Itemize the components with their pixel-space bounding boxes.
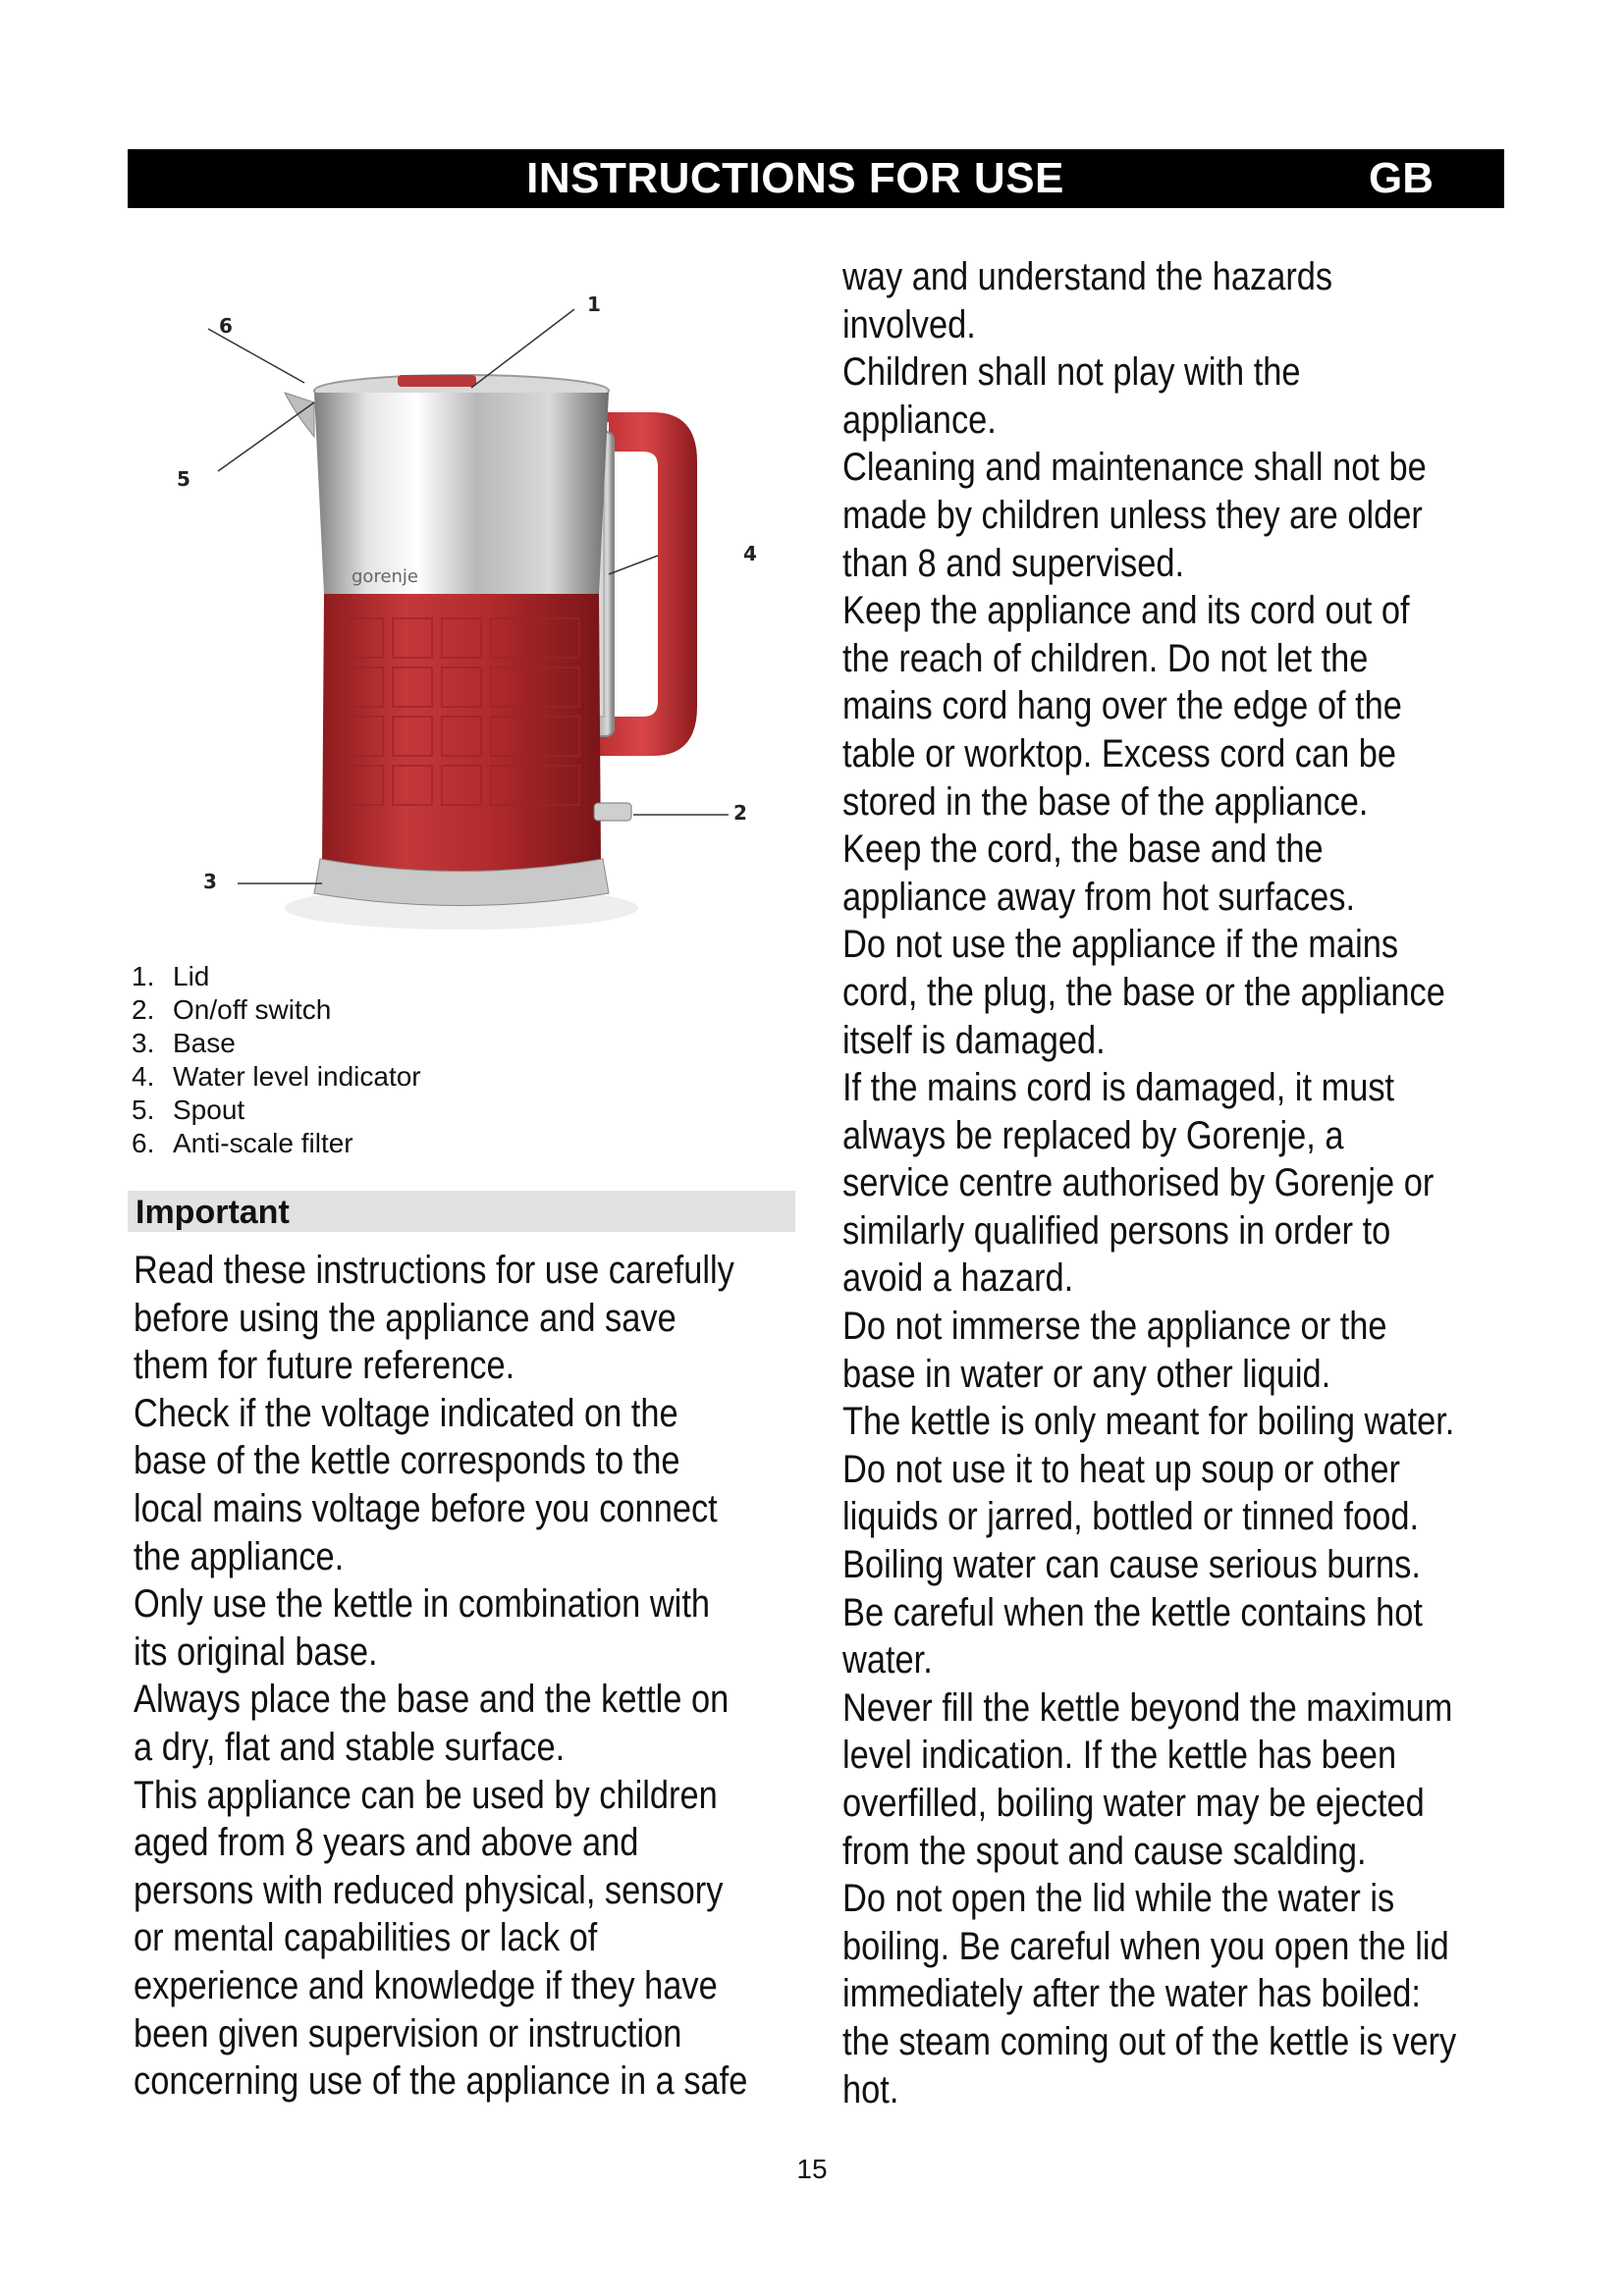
brand-logo: gorenje [352,566,419,587]
text-line: avoid a hazard. [842,1256,1074,1301]
part-number: 3. [132,1028,155,1058]
part-number: 4. [132,1061,155,1092]
parts-list-item [132,993,721,1027]
page-number: 15 [796,2154,828,2184]
text-line: way and understand the hazards [842,255,1333,298]
text-line: mains cord hang over the edge of the [842,684,1402,728]
text-line: immediately after the water has boiled: [842,1972,1421,2016]
text-line: If the mains cord is damaged, it must [842,1066,1395,1110]
text-line: experience and knowledge if they have [134,1963,718,2007]
part-label: Water level indicator [173,1061,421,1092]
text-line: Check if the voltage indicated on the [134,1391,678,1435]
text-line: always be replaced by Gorenje, a [842,1113,1344,1157]
text-line: base of the kettle corresponds to the [134,1439,680,1483]
part-number: 5. [132,1095,155,1125]
text-line: itself is damaged. [842,1018,1106,1062]
important-section-header [128,1191,795,1232]
text-line: This appliance can be used by children [134,1773,718,1817]
text-line: Read these instructions for use carefully [134,1249,734,1292]
text-line: liquids or jarred, bottled or tinned food. [842,1495,1420,1539]
text-line: base in water or any other liquid. [842,1352,1331,1396]
text-line: appliance away from hot surfaces. [842,875,1356,919]
kettle-illustration [147,265,776,962]
parts-list-item [132,960,721,993]
text-line: Do not open the lid while the water is [842,1877,1395,1921]
text-line: the steam coming out of the kettle is very [842,2019,1457,2063]
text-line: The kettle is only meant for boiling water. [842,1400,1455,1444]
text-line: or mental capabilities or lack of [134,1916,598,1960]
text-line: table or worktop. Excess cord can be [842,731,1397,775]
text-line: them for future reference. [134,1344,515,1388]
parts-list-item [132,1127,721,1160]
text-line: been given supervision or instruction [134,2011,682,2056]
text-line: its original base. [134,1629,378,1674]
part-number: 6. [132,1128,155,1158]
right-column-text [842,253,1456,2113]
part-number: 2. [132,994,155,1025]
text-line: a dry, flat and stable surface. [134,1725,566,1769]
text-line: appliance. [842,398,997,442]
text-line: Do not use it to heat up soup or other [842,1447,1400,1491]
text-line: Keep the appliance and its cord out of [842,589,1410,633]
callout-1: 1 [587,293,601,316]
kettle-figure [147,265,776,962]
text-line: concerning use of the appliance in a safe [134,2059,748,2104]
parts-list-item [132,1060,721,1094]
text-line: boiling. Be careful when you open the lid [842,1924,1449,1968]
text-line: made by children unless they are older [842,493,1423,537]
text-line: Children shall not play with the [842,350,1301,395]
text-line: the reach of children. Do not let the [842,636,1369,680]
text-line: Boiling water can cause serious burns. [842,1543,1421,1587]
header-bar [128,149,1504,208]
text-line: stored in the base of the appliance. [842,779,1369,824]
callout-5: 5 [177,467,190,491]
text-line: cord, the plug, the base or the appliance [842,970,1445,1014]
part-label: On/off switch [173,994,332,1025]
text-line: Keep the cord, the base and the [842,828,1324,872]
text-line: overfilled, boiling water may be ejected [842,1782,1425,1825]
part-label: Anti-scale filter [173,1128,353,1158]
text-line: Always place the base and the kettle on [134,1678,730,1722]
parts-list-item [132,1027,721,1060]
text-line: Never fill the kettle beyond the maximum [842,1685,1453,1730]
text-line: service centre authorised by Gorenje or [842,1161,1435,1205]
text-line: hot. [842,2067,899,2111]
text-line: the appliance. [134,1534,345,1578]
text-line: similarly qualified persons in order to [842,1208,1391,1253]
text-line: Only use the kettle in combination with [134,1582,711,1627]
left-column-text [134,1247,747,2106]
text-line: before using the appliance and save [134,1296,677,1340]
callout-6: 6 [219,314,233,338]
text-line: local mains voltage before you connect [134,1486,718,1530]
parts-list [132,960,721,1160]
important-heading: Important [135,1194,290,1231]
part-label: Spout [173,1095,245,1125]
text-line: Cleaning and maintenance shall not be [842,446,1427,490]
part-label: Base [173,1028,236,1058]
page-title: INSTRUCTIONS FOR USE [526,154,1064,202]
text-line: water. [842,1638,933,1682]
text-line: aged from 8 years and above and [134,1821,639,1865]
callout-3: 3 [203,870,217,893]
text-line: involved. [842,302,976,347]
callout-2: 2 [733,801,747,825]
text-line: level indication. If the kettle has been [842,1734,1397,1778]
callout-4: 4 [743,542,757,565]
text-line: persons with reduced physical, sensory [134,1868,724,1912]
text-line: from the spout and cause scalding. [842,1829,1367,1873]
text-line: Do not use the appliance if the mains [842,923,1399,967]
text-line: than 8 and supervised. [842,541,1185,585]
text-line: Do not immerse the appliance or the [842,1305,1387,1349]
text-line: Be careful when the kettle contains hot [842,1590,1423,1634]
language-code: GB [1369,154,1434,202]
part-number: 1. [132,961,155,991]
part-label: Lid [173,961,210,991]
parts-list-item [132,1094,721,1127]
